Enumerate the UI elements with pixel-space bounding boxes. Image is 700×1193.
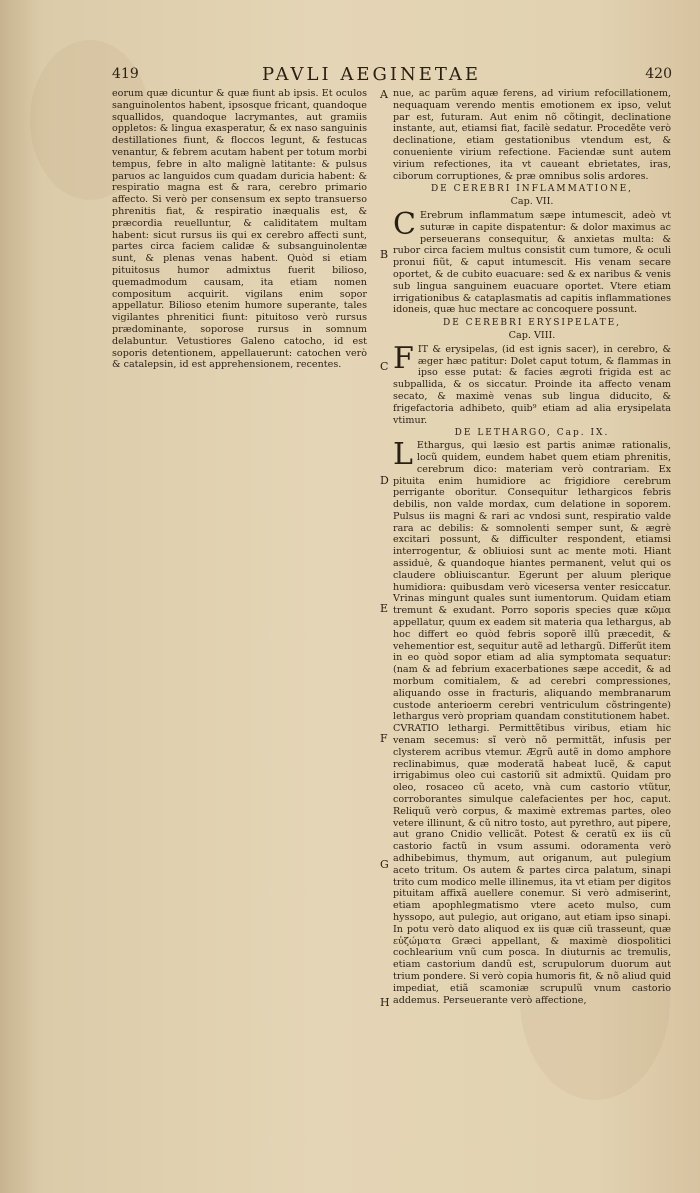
drop-cap: L — [393, 437, 413, 473]
paragraph-text: Erebrum inflammatum sæpe intumescit, adeò vt suturæ in capite dispatentur: & dolor maximus ac perseuerans consequitur, & anxietas multa: & rubor circa faciem multus consistit cum tumore, & oculi pronui fiũt, & caput intumescit. His venam secare oportet, & de cubito euacuare: sed & ex naribus & venis sub lingua sanguinem euacuare oportet. Vtere etiam irrigationibus & cataplasmatis ad capitis inflammationes idoneis, quæ huc mectare ac concoquere possunt. — [393, 209, 671, 316]
paragraph: nue, ac parũm aquæ ferens, ad virium refocillationem, nequaquam verendo mentis emotionem ex ipso, velut par est, futuram. Aut enim nõ cõtingit, declinatione instante, aut, etiamsi fiat, facilè sedatur. Procedẽte verò declinatione, etiam gestationibus vtendum est, & conueniente virium refectione. Faciendæ sunt autem virium refectiones, ita vt caueant ebrietates, iras, ciborum corruptiones, & præ omnibus solis ardores. — [393, 88, 671, 182]
right-column — [393, 88, 671, 1006]
drop-cap: F — [393, 340, 414, 376]
paragraph — [393, 437, 671, 723]
left-column — [112, 88, 367, 371]
folio-left: 419 — [112, 66, 139, 82]
paragraph-text: IT & erysipelas, (id est ignis sacer), in cerebro, & æger hæc patitur: Dolet caput totum, & flammas in ipso esse putat: & facies ægroti frigida est ac subpallida, & os siccatur. Proinde ita affecto venam secato, & maximè venas sub lingua diducito, & frigefactoria adhibeto, quib⁹ etiam ad alia erysipelata vtimur. — [393, 343, 671, 426]
paragraph — [393, 206, 671, 316]
section-heading: DE LETHARGO, Cap. IX. — [454, 428, 610, 439]
paragraph-text: Ethargus, qui læsio est partis animæ rationalis, locũ quidem, eundem habet quem etiam phrenitis, cerebrum dico: materiam verò contrariam. Ex pituita enim humidiore ac frigidiore cerebrum perrigante oboritur. Consequitur lethargicos febris debilis, non valde mordax, cum delatione in soporem. Pulsus iis magni & rari ac vndosi sunt, respiratio valde rara ac debilis: & somnolenti semper sunt, & ægrè excitari possunt, & difficulter respondent, etiamsi interrogentur, & obliuiosi sunt ac mente moti. Hiant assiduè, & quandoque hiantes permanent, velut qui os claudere obliuiscantur. Egerunt per aluum plerique humidiora: quibusdam verò vicesersa venter resiccatur. Vrinas mingunt quales sunt iumentorum. Quidam etiam tremunt & exudant. Porro soporis species quæ κῶμα appellatur, quum ex eadem sit materia qua lethargus, ab hoc differt eo quòd febris soporẽ illũ præcedit, & vehementior est, sequitur autẽ ad lethargũ. Differũt item in eo quòd sopor etiam ad alia symptomata sequatur: (nam & ad febrium exacerbationes sæpe accedit, & ad morbum comitialem, & ad cerebri compressiones, aliquando osse in fracturis, aliquando membranarum custode anterioerm cerebri ventriculum cõstringente) lethargus verò propriam quandam constitutionem habet. — [393, 440, 671, 723]
margin-letter: D — [380, 474, 389, 487]
drop-cap: C — [393, 206, 416, 242]
paragraph — [393, 340, 671, 427]
margin-letters — [380, 88, 392, 1088]
margin-letter: C — [380, 360, 389, 373]
margin-letter: A — [380, 88, 388, 101]
chapter-number: Cap. VIII. — [508, 329, 556, 341]
page-header — [112, 66, 672, 86]
left-column-text: eorum quæ dicuntur & quæ fiunt ab ipsis. Et oculos sanguinolentos habent, ipsosque fricant, quandoque squallidos, quandoque lacrymantes, aut gramiis oppletos: & lingua exasperatur, & ex naso sanguinis destillationes fiunt, & floccos legunt, & festucas venantur, & febrem acutam habent per totum morbi tempus, febre in alto malignè latitante: & pulsus paruos ac languidos cum quadam duricia habent: & respiratio magna est & rara, cerebro primario affecto. Si verò per consensum ex septo transuerso phrenitis fiat, & respiratio inæqualis est, & præcordia reuelluntur, & caliditatem multam habent: sicut rursus iis qui ex cerebro affecti sunt, partes circa faciem calidæ & subsanguinolentæ sunt, & plenas venas habent. Quòd si etiam pituitosus humor admixtus fuerit bilioso, quemadmodum causam, ita etiam nomen compositum acquirit. vigilans enim sopor appellatur. Bilioso etenim humore superante, tales vigilantes phrenitici fiunt: pituitoso verò rursus prædominante, soporose rursus in somnum delabuntur. Vetustiores Galeno catocho, id est soporis detentionem, appellauerunt: catochen verò & catalepsin, id est apprehensionem, recentes. — [112, 88, 367, 371]
margin-letter: F — [380, 732, 388, 745]
chapter-number: Cap. VII. — [510, 196, 554, 208]
paragraph: CVRATIO lethargi. Permittẽtibus viribus, etiam hic venam secemus: sĩ verò nõ permittãt, infusis per clysterem acribus vtemur. Ægrũ autẽ in domo amphore reclinabimus, quæ moderatã habeat lucẽ, & caput irrigabimus oleo cui castoriũ sit admixtũ. Quidam pro oleo, rosaceo cũ aceto, vnà cum castorio vtũtur, corroborantes simulque calefacientes per hoc, caput. Reliquũ verò corpus, & maximè extremas partes, oleo vetere illinunt, & cũ nitro tosto, aut pyrethro, aut pipere, aut grano Cnidio vellicãt. Potest & ceratũ ex iis cũ castorio factũ in vsum assumi. odoramenta verò adhibebimus, thymum, aut origanum, aut pulegium aceto tritum. Os autem & partes circa palatum, sinapi trito cum modico melle illinemus, ita vt etiam per digitos pituitam affixã auellere conemur. Si verò admiserint, etiam apophlegmatismo vtere aceto mulso, cum hyssopo, aut pulegio, aut origano, aut etiam ipso sinapi. In potu verò dato aliquod ex iis quæ ciũ trasseunt, quæ εὐζώματα Græci appellant, & maximè diospolitici cochlearium vnũ cum posca. In diuturnis ac tremulis, etiam castorium dandũ est, scrupulorum duorum aut trium pondere. Si verò copia humoris fit, & nõ aliud quid impediat, etiã scamoniæ scrupulũ vnum castorio addemus. Perseuerante verò affectione, — [393, 723, 671, 1006]
section-heading: DE CEREBRI INFLAMMATIONE, — [430, 184, 634, 195]
margin-letter: B — [380, 248, 389, 261]
running-title: PAVLI AEGINETAE — [262, 64, 482, 85]
margin-letter: G — [380, 858, 389, 871]
margin-letter: H — [380, 996, 390, 1009]
margin-letter: E — [380, 602, 389, 615]
folio-right: 420 — [645, 66, 672, 82]
section-heading: DE CEREBRI ERYSIPELATE, — [442, 318, 622, 329]
